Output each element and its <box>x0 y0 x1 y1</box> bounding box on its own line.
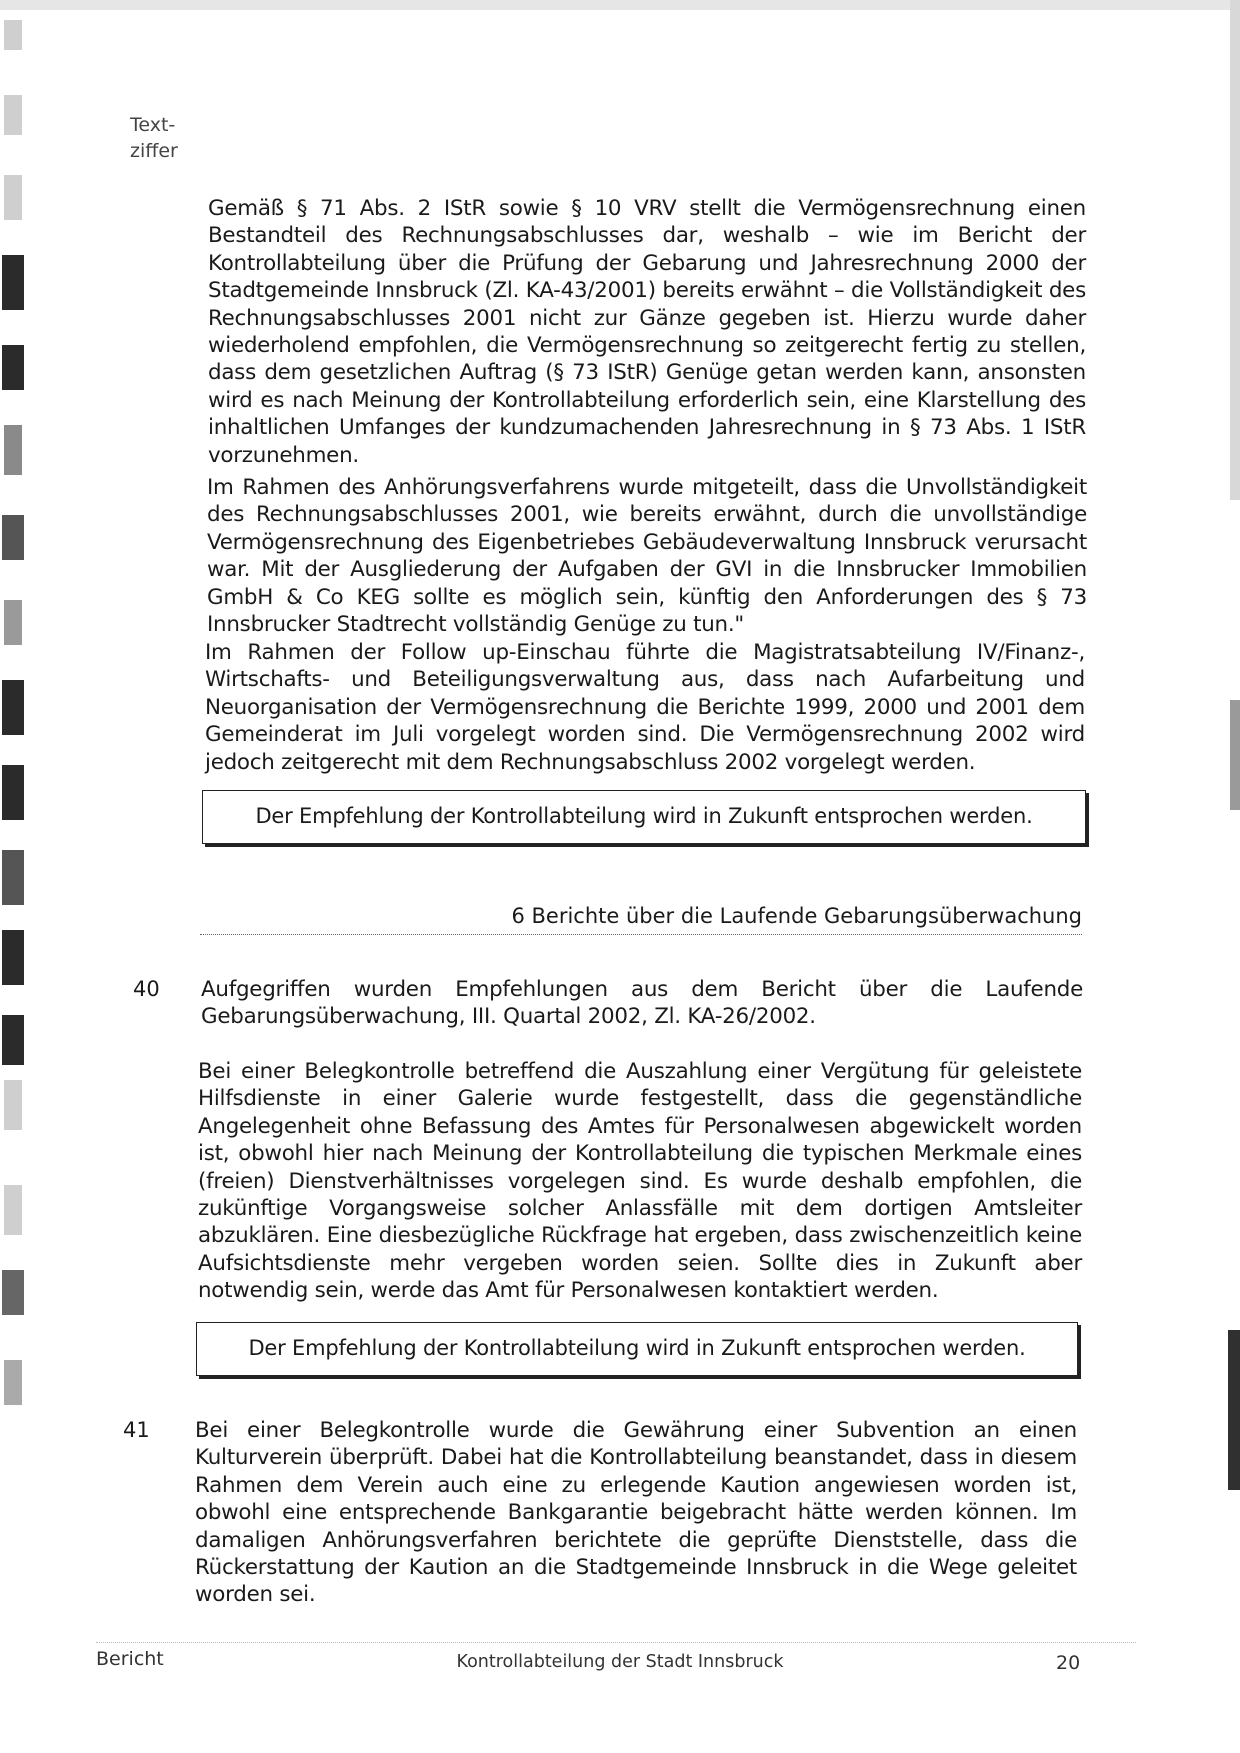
scan-mark <box>4 95 22 135</box>
footer-organization: Kontrollabteilung der Stadt Innsbruck <box>456 1652 784 1672</box>
scan-mark <box>2 255 24 310</box>
paragraph-belegkontrolle-galerie: Bei einer Belegkontrolle betreffend die Auszahlung einer Vergütung für geleistete Hilfsdienste in einer Galerie wurde festgestellt, dass die gegenständliche Angelegenheit ohne Befassung des Amtes für Personalwesen abgewickelt worden ist, obwohl hier nach Meinung der Kontrollabteilung die typischen Merkmale eines (freien) Dienstverhältnisses vorgelegen sind. Es wurde deshalb empfohlen, die zukünftige Vorgangsweise solcher Anlassfälle mit dem dortigen Amtsleiter abzuklären. Eine diesbezügliche Rückfrage hat ergeben, dass zwischenzeitlich keine Aufsichtsdienste mehr vergeben worden seien. Sollte dies in Zukunft aber notwendig sein, werde das Amt für Personalwesen kontaktiert werden. <box>198 1059 1082 1304</box>
paragraph-anhoerungsverfahren: Im Rahmen des Anhörungsverfahrens wurde mitgeteilt, dass die Unvollständigkeit des Rechnungsabschlusses 2001, wie bereits erwähnt, durch die unvollständige Vermögensrechnung des Eigenbetriebes Gebäudeverwaltung Innsbruck verursacht war. Mit der Ausgliederung der Aufgaben der GVI in die Innsbrucker Immobilien GmbH & Co KEG sollte es möglich sein, künftig den Anforderungen des § 73 Innsbrucker Stadtrecht vollständig Genüge zu tun." <box>207 475 1087 638</box>
scan-edge-right <box>1228 1330 1240 1490</box>
scan-mark <box>2 680 24 735</box>
scan-mark <box>2 345 24 390</box>
paragraph-vermoegensrechnung: Gemäß § 71 Abs. 2 IStR sowie § 10 VRV stellt die Vermögensrechnung einen Bestandteil des Rechnungsabschlusses dar, weshalb – wie im Bericht der Kontrollabteilung über die Prüfung der Gebarung und Jahresrechnung 2000 der Stadtgemeinde Innsbruck (Zl. KA-43/2001) bereits erwähnt – die Vollständigkeit des Rechnungsabschlusses 2001 nicht zur Gänze gegeben ist. Hierzu wurde daher wiederholend empfohlen, die Vermögensrechnung so zeitgerecht fertig zu stellen, dass dem gesetzlichen Auftrag (§ 73 IStR) Genüge getan werden kann, ansonsten wird es nach Meinung der Kontrollabteilung erforderlich sein, eine Klarstellung des inhaltlichen Umfanges der kundzumachenden Jahresrechnung in § 73 Abs. 1 IStR vorzunehmen. <box>208 196 1086 468</box>
footer-divider <box>96 1642 1136 1643</box>
scan-edge-right <box>1230 700 1240 810</box>
textziffer-number: 41 <box>123 1418 150 1442</box>
scan-mark <box>4 1080 22 1130</box>
margin-label <box>130 112 178 164</box>
scan-mark <box>4 600 22 645</box>
paragraph-follow-up: Im Rahmen der Follow up-Einschau führte die Magistratsabteilung IV/Finanz-, Wirtschafts- und Beteiligungsverwaltung aus, dass nach Aufarbeitung und Neuorganisation der Vermögensrechnung die Berichte 1999, 2000 und 2001 dem Gemeinderat im Juli vorgelegt worden sind. Die Vermögensrechnung 2002 wird jedoch zeitgerecht mit dem Rechnungsabschluss 2002 vorgelegt werden. <box>205 640 1085 775</box>
paragraph-gebarungsueberwachung: Aufgegriffen wurden Empfehlungen aus dem Bericht über die Laufende Gebarungsüberwachung, III. Quartal 2002, Zl. KA-26/2002. <box>201 977 1083 1030</box>
scan-mark <box>4 20 22 50</box>
scan-edge-right <box>1230 0 1240 500</box>
paragraph-kulturverein: Bei einer Belegkontrolle wurde die Gewährung einer Subvention an einen Kulturverein überprüft. Dabei hat die Kontrollabteilung beanstandet, dass in diesem Rahmen dem Verein auch eine zu erlegende Kaution angewiesen worden ist, obwohl eine entsprechende Bankgarantie beigebracht hätte werden können. Im damaligen Anhörungsverfahren berichtete die geprüfte Dienststelle, dass die Rückerstattung der Kaution an die Stadtgemeinde Innsbruck in die Wege geleitet worden sei. <box>195 1418 1077 1608</box>
scan-mark <box>2 930 24 985</box>
page-number: 20 <box>1056 1652 1081 1674</box>
footer-report-label: Bericht <box>96 1648 164 1670</box>
textziffer-number: 40 <box>133 977 160 1001</box>
scan-mark <box>2 1015 24 1065</box>
section-heading: 6 Berichte über die Laufende Gebarungsüberwachung <box>200 902 1082 935</box>
scan-mark <box>2 515 24 560</box>
scan-mark <box>2 1270 24 1315</box>
recommendation-box: Der Empfehlung der Kontrollabteilung wird in Zukunft entsprochen werden. <box>196 1322 1078 1376</box>
scan-mark <box>4 1360 22 1405</box>
scan-mark <box>4 175 22 220</box>
scan-mark <box>4 425 22 475</box>
recommendation-box: Der Empfehlung der Kontrollabteilung wird in Zukunft entsprochen werden. <box>202 790 1086 844</box>
scan-mark <box>4 1185 22 1235</box>
scan-edge-top <box>0 0 1240 10</box>
scan-mark <box>2 765 24 820</box>
margin-label-line2: ziffer <box>130 140 178 162</box>
margin-label-line1: Text- <box>130 114 176 136</box>
scan-mark <box>2 850 24 905</box>
